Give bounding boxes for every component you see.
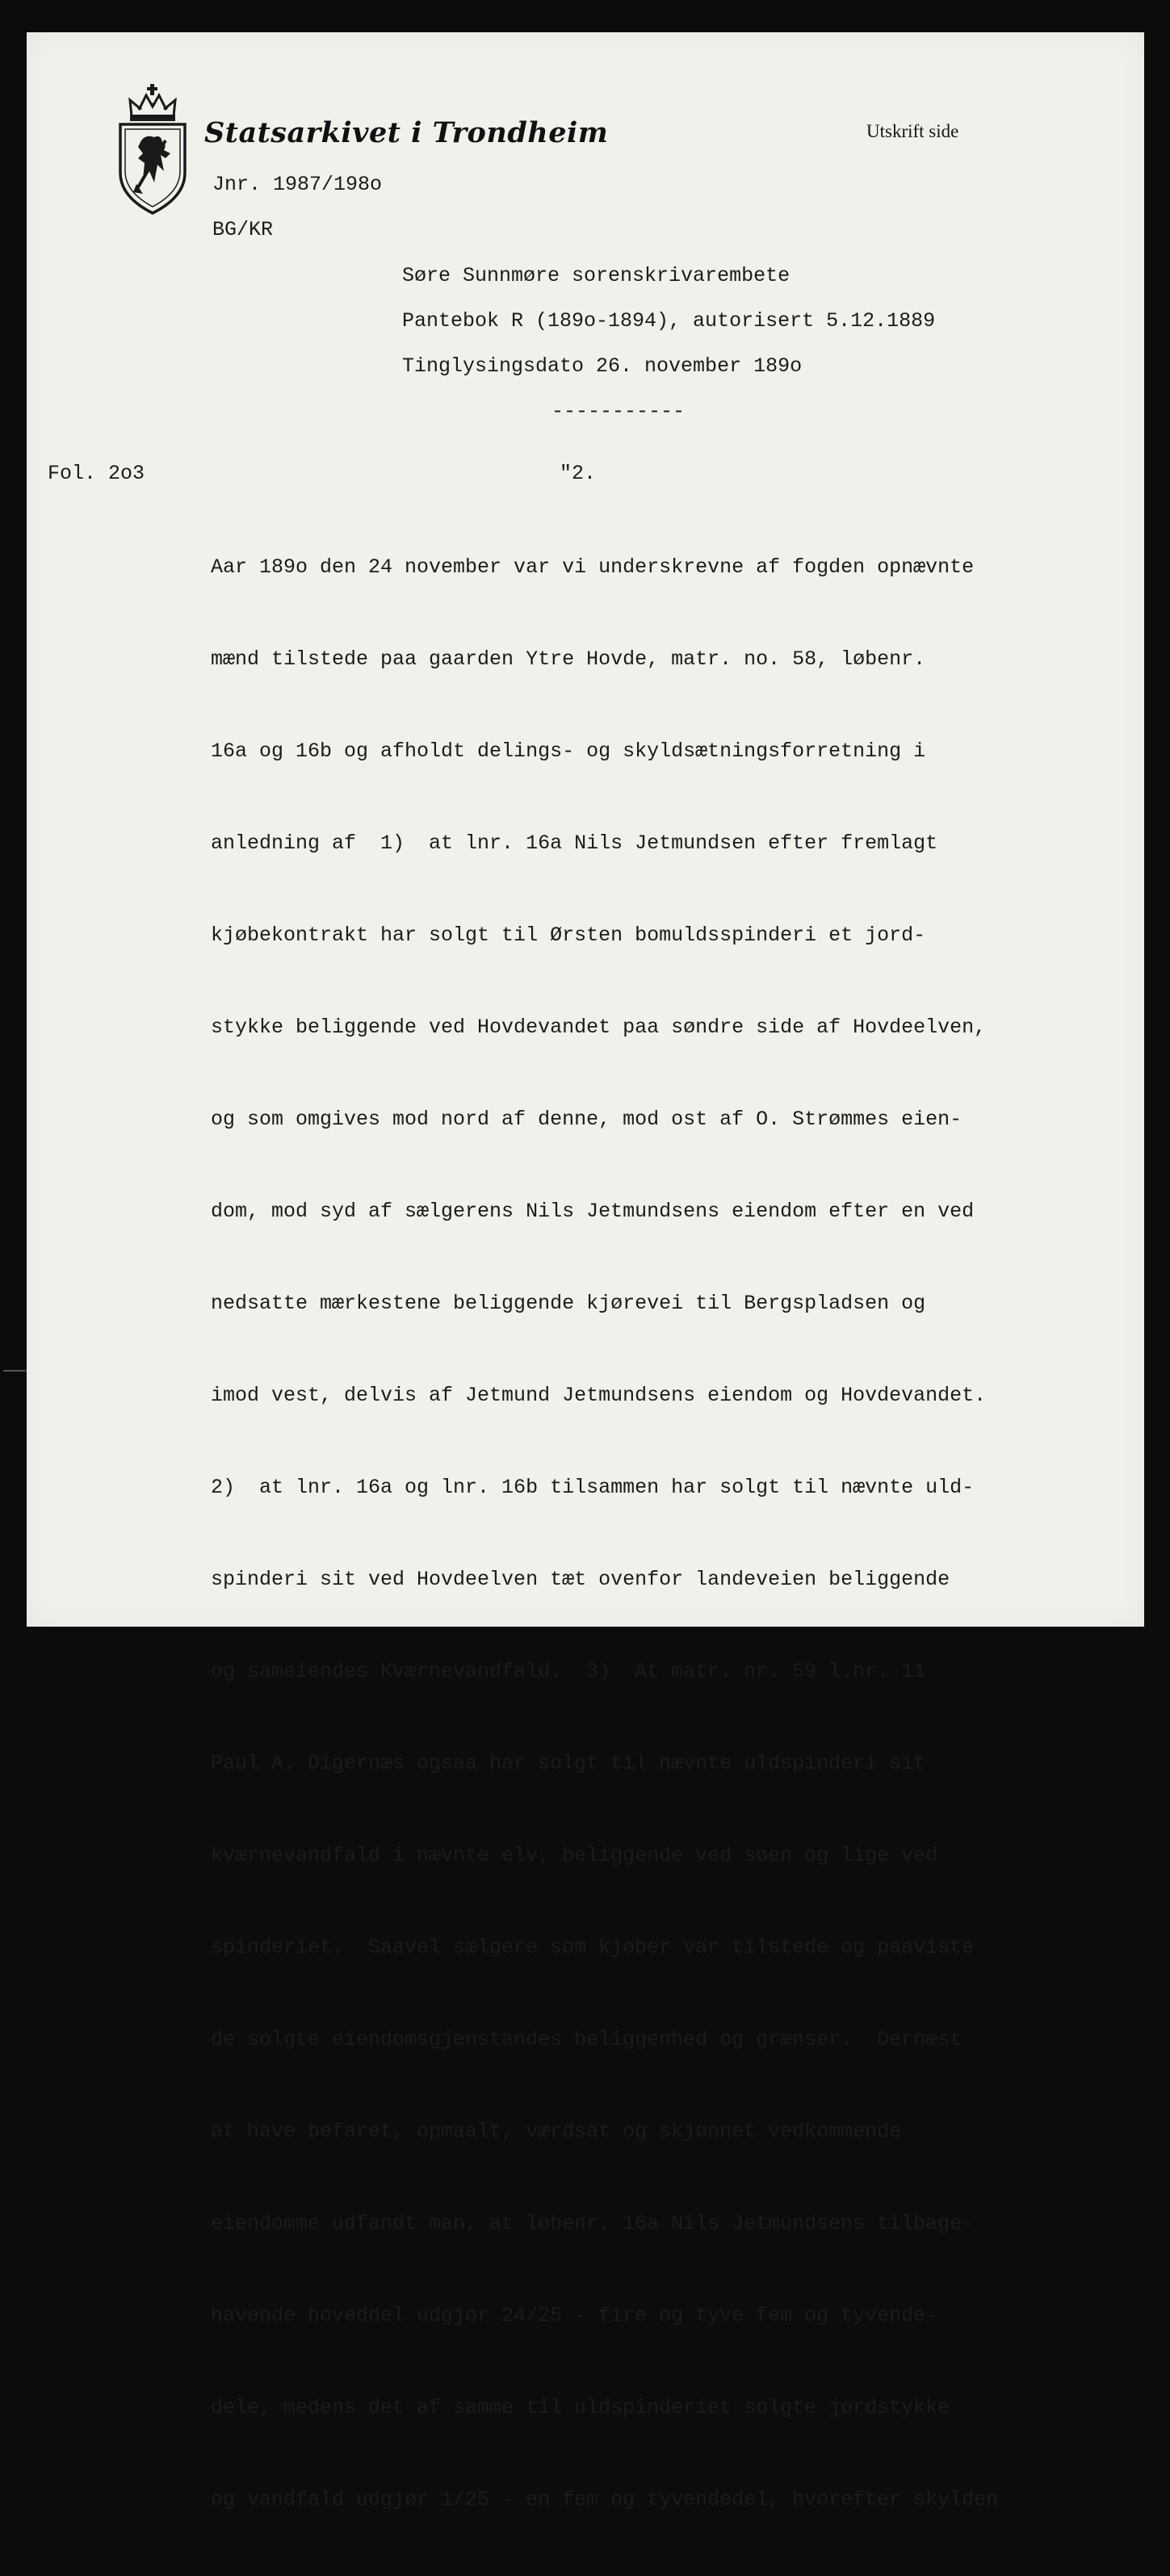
- body-line: spinderiet. Saavel sælgere som kjøber var tilstede og paaviste: [211, 1936, 975, 1959]
- body-line: og sameiendes Kværnevandfald. 3) At matr. nr. 59 l.nr. 11: [211, 1660, 926, 1683]
- reference-initials: BG/KR: [212, 218, 274, 241]
- body-line: at have befaret, opmaalt, værdsat og skjønnet vedkommende: [211, 2120, 902, 2143]
- body-line: 2) at lnr. 16a og lnr. 16b tilsammen har solgt til nævnte uld-: [211, 1476, 975, 1499]
- entry-number: "2.: [560, 462, 597, 485]
- body-line: kværnevandfald i nævnte elv, beliggende ved søen og lige ved: [211, 1844, 938, 1867]
- body-line: 16a og 16b og afholdt delings- og skyldsætningsforretning i: [211, 739, 926, 763]
- body-line: dom, mod syd af sælgerens Nils Jetmundsens eiendom efter en ved: [211, 1200, 975, 1223]
- body-line: kjøbekontrakt har solgt til Ørsten bomuldsspinderi et jord-: [211, 924, 926, 947]
- body-line: mænd tilstede paa gaarden Ytre Hovde, matr. no. 58, løbenr.: [211, 647, 926, 671]
- norwegian-coat-of-arms-icon: [114, 84, 191, 216]
- court-office-title: Søre Sunnmøre sorenskrivarembete: [402, 264, 790, 287]
- journal-number: Jnr. 1987/198o: [212, 173, 383, 196]
- body-line: dele, medens det af samme til uldspinderiet solgte jordstykke: [211, 2396, 950, 2419]
- registration-date: Tinglysingsdato 26. november 189o: [402, 354, 803, 378]
- body-line: Aar 189o den 24 november var vi underskrevne af fogden opnævnte: [211, 555, 975, 579]
- body-line: stykke beliggende ved Hovdevandet paa søndre side af Hovdeelven,: [211, 1016, 987, 1039]
- institution-letterhead: Statsarkivet i Trondheim: [204, 116, 609, 149]
- body-line: havende hoveddel udgjør 24/25 - fire og tyve fem og tyvende-: [211, 2304, 938, 2327]
- body-line: og vandfald udgjør 1/25 - en fem og tyvendedel, hvorefter skylden: [211, 2488, 999, 2511]
- margin-mark: [3, 1370, 26, 1372]
- body-line: anledning af 1) at lnr. 16a Nils Jetmundsen efter fremlagt: [211, 831, 938, 855]
- document-page: [27, 32, 1144, 2511]
- folio-margin-note: Fol. 2o3: [48, 462, 145, 485]
- body-line: eiendomme udfandt man, at løbenr. 16a Nils Jetmundsens tilbage-: [211, 2212, 975, 2235]
- body-line: imod vest, delvis af Jetmund Jetmundsens eiendom og Hovdevandet.: [211, 1384, 987, 1407]
- body-line: Paul A. Digernæs ogsaa har solgt til nævnte uldspinderi sit: [211, 1752, 926, 1775]
- body-line: spinderi sit ved Hovdeelven tæt ovenfor landeveien beliggende: [211, 1568, 950, 1591]
- copy-page-label: Utskrift side: [866, 121, 959, 141]
- transcript-body: [211, 505, 998, 2576]
- body-line: nedsatte mærkestene beliggende kjørevei til Bergspladsen og: [211, 1292, 926, 1315]
- section-divider: -----------: [551, 400, 686, 423]
- body-line: og som omgives mod nord af denne, mod ost af O. Strømmes eien-: [211, 1108, 962, 1131]
- register-title: Pantebok R (189o-1894), autorisert 5.12.1889: [402, 309, 936, 333]
- body-line: de solgte eiendomsgjenstandes beliggenhed og grænser. Dernæst: [211, 2028, 962, 2051]
